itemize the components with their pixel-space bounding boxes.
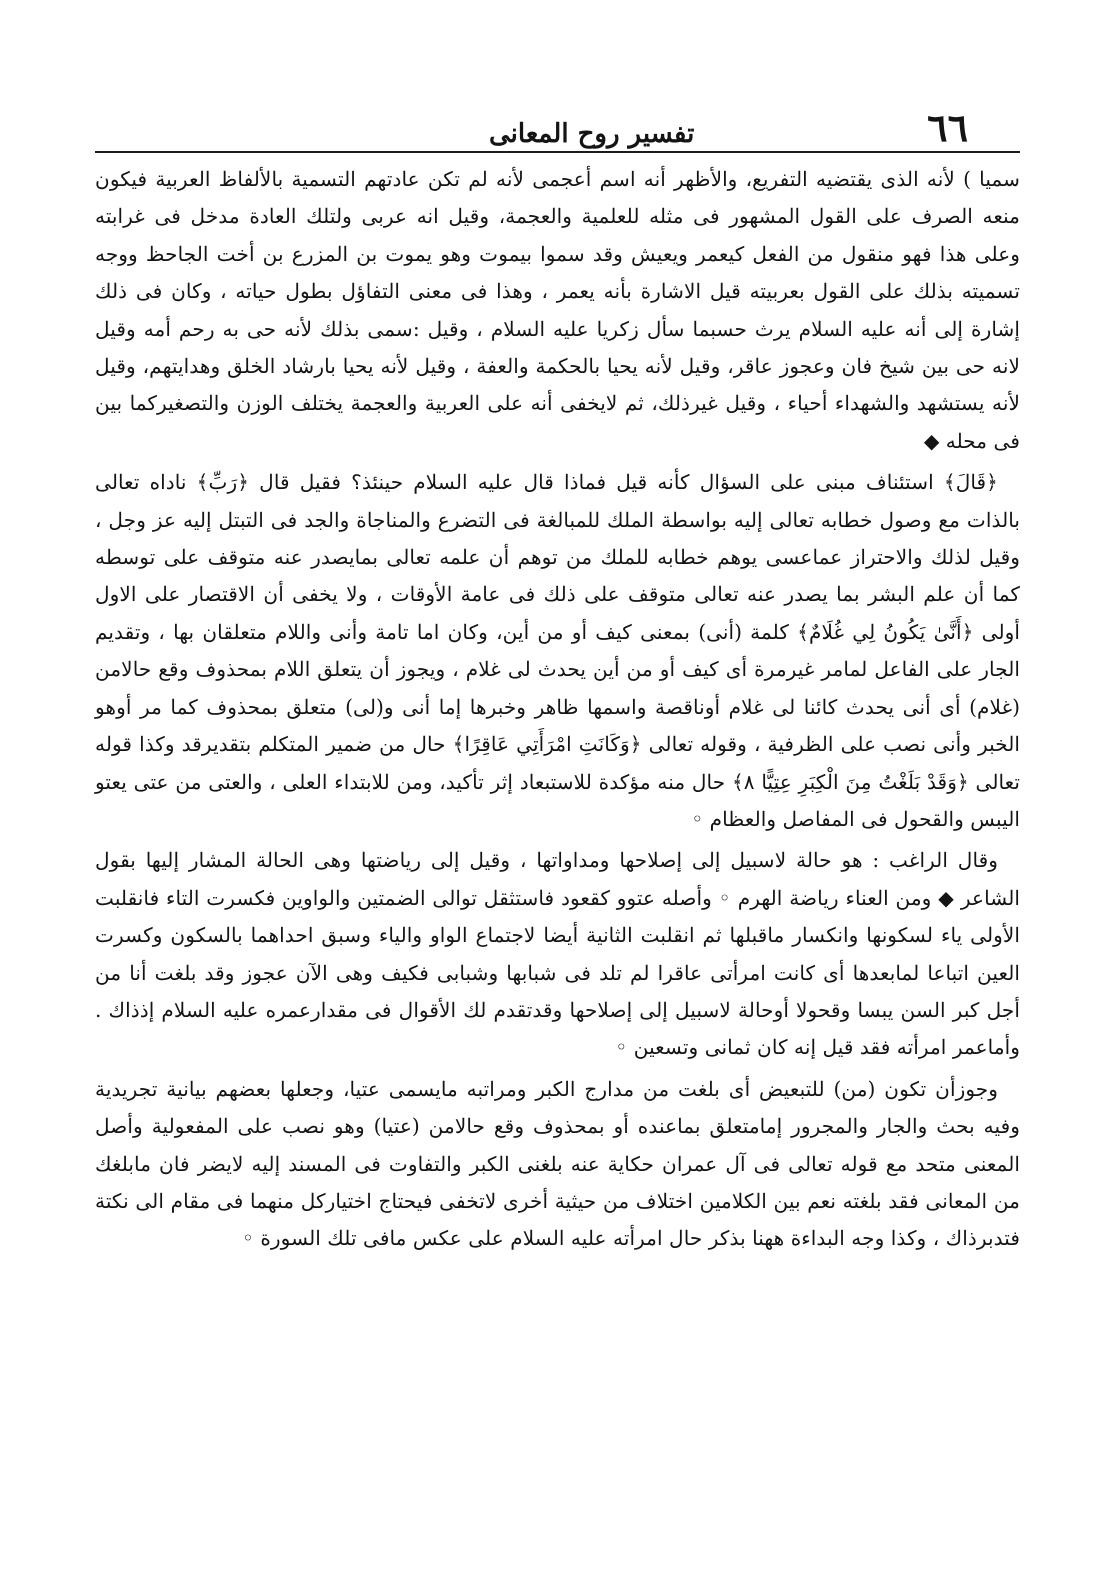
running-title: تفسير روح المعانى: [489, 119, 695, 149]
page-body: [95, 161, 1020, 1258]
page-header: [95, 95, 1020, 153]
page-number: ٦٦: [927, 105, 968, 150]
paragraph-4: وجوزأن تكون (من) للتبعيض أى بلغت من مدارج الكبر ومراتبه مايسمى عتيا، وجعلها بعضهم بيانية تجريدية وفيه بحث والجار والمجرور إمامتعلق بماعنده أو بمحذوف وقع حالامن (عتيا) وهو نصب على المفعولية وأصل المعنى متحد مع قوله تعالى فى آل عمران حكاية عنه بلغنى الكبر والتفاوت فى المسند إليه لايضر فان مابلغك من المعانى فقد بلغته نعم بين الكلامين اختلاف من حيثية أخرى لاتخفى فيحتاج اختياركل منهما فى مقام الى نكتة فتدبرذاك ، وكذا وجه البداءة ههنا بذكر حال امرأته عليه السلام على عكس مافى تلك السورة ◦: [95, 1076, 1020, 1251]
paragraph-3: وقال الراغب : هو حالة لاسبيل إلى إصلاحها ومداواتها ، وقيل إلى رياضتها وهى الحالة المشار إليها بقول الشاعر ◆ ومن العناء رياضة الهرم ◦ وأصله عتوو كقعود فاستثقل توالى الضمتين والواوين فكسرت التاء فانقلبت الأولى ياء لسكونها وانكسار ماقبلها ثم انقلبت الثانية أيضا لاجتماع الواو والياء وسبق احداهما بالسكون وكسرت العين اتباعا لمابعدها أى كانت امرأتى عاقرا لم تلد فى شبابها وشبابى فكيف وهى الآن عجوز وقد بلغت أنا من أجل كبر السن يبسا وقحولا أوحالة لاسبيل إلى إصلاحها وقدتقدم لك الأقوال فى مقدارعمره عليه السلام إذذاك . وأماعمر امرأته فقد قيل إنه كان ثمانى وتسعين ◦: [95, 848, 1020, 1060]
book-page: [95, 95, 1020, 1258]
paragraph-2: ﴿قَالَ﴾ استئناف مبنى على السؤال كأنه قيل فماذا قال عليه السلام حينئذ؟ فقيل قال ﴿رَبِّ﴾ ناداه تعالى بالذات مع وصول خطابه تعالى إليه بواسطة الملك للمبالغة فى التضرع والمناجاة والجد فى التبتل إليه عز وجل ، وقيل لذلك والاحتراز عماعسى يوهم خطابه للملك من توهم أن علمه تعالى بمايصدر عنه متوقف على توسطه كما أن علم البشر بما يصدر عنه تعالى متوقف على ذلك فى عامة الأوقات ، ولا يخفى أن الاقتصار على الاول أولى ﴿أَنَّىٰ يَكُونُ لِي غُلَامٌ﴾ كلمة (أنى) بمعنى كيف أو من أين، وكان اما تامة وأنى واللام متعلقان بها ، وتقديم الجار على الفاعل لمامر غيرمرة أى كيف أو من أين يحدث لى غلام ، ويجوز أن يتعلق اللام بمحذوف وقع حالامن (غلام) أى أنى يحدث كائنا لى غلام أوناقصة واسمها ظاهر وخبرها إما أنى و(لى) متعلق بمحذوف كما مر أوهو الخبر وأنى نصب على الظرفية ، وقوله تعالى ﴿وَكَانَتِ امْرَأَتِي عَاقِرًا﴾ حال من ضمير المتكلم بتقديرقد وكذا قوله تعالى ﴿وَقَدْ بَلَغْتُ مِنَ الْكِبَرِ عِتِيًّا ٨﴾ حال منه مؤكدة للاستبعاد إثر تأكيد، ومن للابتداء العلى ، والعتى من عتى يعتو اليبس والقحول فى المفاصل والعظام ◦: [95, 470, 1021, 831]
paragraph-1: سميا ) لأنه الذى يقتضيه التفريع، والأظهر أنه اسم أعجمى لأنه لم تكن عادتهم التسمية بالألفاظ العربية فيكون منعه الصرف على القول المشهور فى مثله للعلمية والعجمة، وقيل انه عربى ولتلك العادة مدخل فى غرابته وعلى هذا فهو منقول من الفعل كيعمر ويعيش وقد سموا بيموت وهو يموت بن المزرع بن أخت الجاحظ ووجه تسميته بذلك على القول بعربيته قيل الاشارة بأنه يعمر ، وهذا فى معنى التفاؤل بطول حياته ، وكان فى ذلك إشارة إلى أنه عليه السلام يرث حسبما سأل زكريا عليه السلام ، وقيل :سمى بذلك لأنه حى به رحم أمه وقيل لانه حى بين شيخ فان وعجوز عاقر، وقيل لأنه يحيا بالحكمة والعفة ، وقيل لأنه يحيا بارشاد الخلق وهدايتهم، وقيل لأنه يستشهد والشهداء أحياء ، وقيل غيرذلك، ثم لايخفى أنه على العربية والعجمة يختلف الوزن والتصغيركما بين فى محله ◆: [95, 167, 1020, 453]
